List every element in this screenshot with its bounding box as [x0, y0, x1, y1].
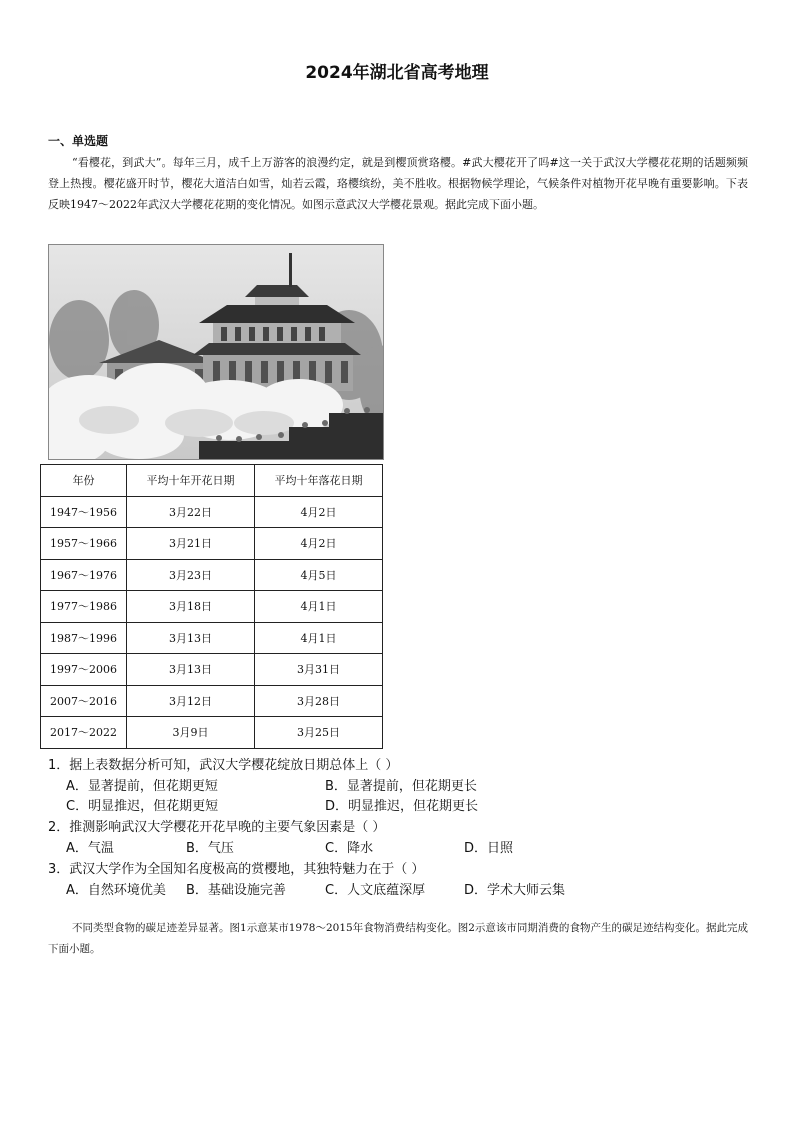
table-row [41, 591, 383, 623]
table-cell: 3月21日 [127, 528, 255, 560]
question-3-option-b[interactable]: B．基础设施完善 [186, 883, 286, 898]
table-header-cell: 平均十年落花日期 [255, 465, 383, 497]
table-cell: 3月22日 [127, 496, 255, 528]
table-cell: 3月13日 [127, 654, 255, 686]
table-cell: 1957～1966 [41, 528, 127, 560]
question-2-option-d[interactable]: D．日照 [464, 841, 514, 856]
table-row [41, 654, 383, 686]
question-2-stem: 2．推测影响武汉大学樱花开花早晚的主要气象因素是（ ） [48, 820, 386, 835]
table-cell: 3月28日 [255, 685, 383, 717]
table-row [41, 559, 383, 591]
table-cell: 3月31日 [255, 654, 383, 686]
table-cell: 2007～2016 [41, 685, 127, 717]
table-cell: 1967～1976 [41, 559, 127, 591]
intro-paragraph: “看樱花，到武大”。每年三月，成千上万游客的浪漫约定，就是到樱顶赏珞樱。#武大樱花开了吗#这一关于武汉大学樱花花期的话题频频登上热搜。樱花盛开时节，樱花大道洁白如雪，灿若云霞，珞樱缤纷，美不胜收。根据物候学理论，气候条件对植物开花早晚有重要影响。下表反映1947～2022年武汉大学樱花花期的变化情况。如图示意武汉大学樱花景观。据此完成下面小题。 [48, 156, 748, 211]
table-cell: 3月9日 [127, 717, 255, 749]
table-row [41, 496, 383, 528]
question-3-option-c[interactable]: C．人文底蕴深厚 [325, 883, 426, 898]
table-row [41, 685, 383, 717]
table-cell: 1947～1956 [41, 496, 127, 528]
table-header-cell: 平均十年开花日期 [127, 465, 255, 497]
table-cell: 1977～1986 [41, 591, 127, 623]
question-1-option-b[interactable]: B．显著提前，但花期更长 [325, 779, 477, 794]
table-cell: 1997～2006 [41, 654, 127, 686]
table-cell: 4月1日 [255, 622, 383, 654]
table-cell: 4月2日 [255, 528, 383, 560]
cherry-blossom-photo [48, 244, 384, 460]
question-2-option-c[interactable]: C．降水 [325, 841, 374, 856]
section-heading: 一、单选题 [48, 134, 109, 148]
table-cell: 4月1日 [255, 591, 383, 623]
table-row [41, 717, 383, 749]
question-1-option-d[interactable]: D．明显推迟，但花期更长 [325, 799, 479, 814]
second-intro-paragraph: 不同类型食物的碳足迹差异显著。图1示意某市1978～2015年食物消费结构变化。图2示意该市同期消费的食物产生的碳足迹结构变化。据此完成下面小题。 [48, 922, 748, 955]
table-row [41, 528, 383, 560]
question-2-option-a[interactable]: A．气温 [66, 841, 114, 856]
table-cell: 4月2日 [255, 496, 383, 528]
table-row [41, 622, 383, 654]
question-1-stem: 1．据上表数据分析可知，武汉大学樱花绽放日期总体上（ ） [48, 758, 399, 773]
question-1-option-a[interactable]: A．显著提前，但花期更短 [66, 779, 218, 794]
table-cell: 3月12日 [127, 685, 255, 717]
question-3-option-d[interactable]: D．学术大师云集 [464, 883, 566, 898]
table-header-cell: 年份 [41, 465, 127, 497]
question-3-option-a[interactable]: A．自然环境优美 [66, 883, 166, 898]
table-cell: 4月5日 [255, 559, 383, 591]
table-cell: 2017～2022 [41, 717, 127, 749]
table-cell: 3月13日 [127, 622, 255, 654]
table-cell: 3月23日 [127, 559, 255, 591]
bloom-table [40, 464, 383, 749]
table-cell: 3月25日 [255, 717, 383, 749]
table-header-row [41, 465, 383, 497]
page-title: 2024年湖北省高考地理 [305, 63, 489, 83]
table-cell: 1987～1996 [41, 622, 127, 654]
question-2-option-b[interactable]: B．气压 [186, 841, 234, 856]
question-1-option-c[interactable]: C．明显推迟，但花期更短 [66, 799, 219, 814]
table-cell: 3月18日 [127, 591, 255, 623]
question-3-stem: 3．武汉大学作为全国知名度极高的赏樱地，其独特魅力在于（ ） [48, 862, 425, 877]
